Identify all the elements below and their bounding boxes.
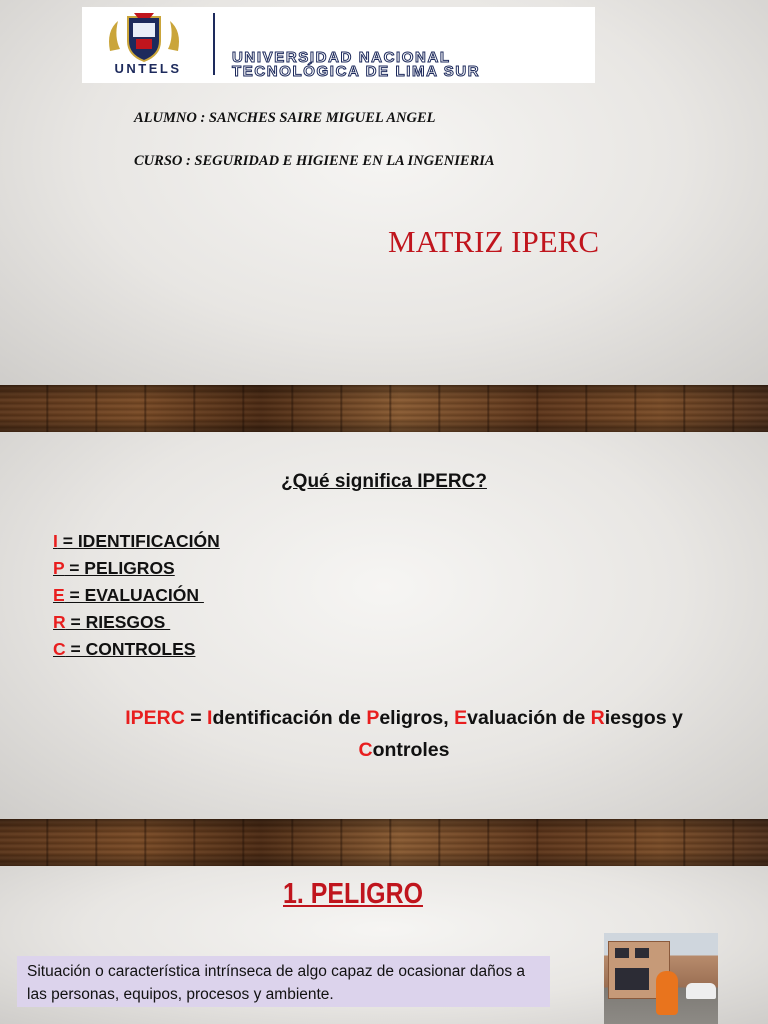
acronym-meaning: = PELIGROS: [64, 558, 175, 578]
def-letter: R: [590, 707, 605, 729]
slide-title-text: MATRIZ IPERC: [388, 224, 599, 259]
acronym-letter: P: [53, 558, 65, 578]
definition-text: Situación o característica intrínseca de algo capaz de ocasionar daños a las personas, equipos, procesos y ambiente.: [27, 963, 526, 1003]
course-name: CURSO : SEGURIDAD E HIGIENE EN LA INGENIERIA: [134, 153, 495, 169]
def-text: dentificación de: [212, 707, 367, 729]
acronym-letter: I: [53, 531, 58, 551]
slide-title: [0, 0, 768, 385]
acronym-row: [53, 639, 195, 660]
acronym-row: [53, 612, 170, 633]
acronym-meaning: = IDENTIFICACIÓN: [57, 531, 220, 551]
logo-name-line1: UNIVERSIDAD NACIONAL: [232, 49, 451, 66]
university-logo: [82, 7, 595, 83]
acronym-meaning: = EVALUACIÓN: [64, 585, 204, 605]
window-shape: [615, 948, 629, 958]
def-acronym: IPERC: [125, 707, 185, 729]
doorway-shape: [615, 968, 649, 990]
def-text: =: [184, 707, 208, 729]
slide-peligro: [0, 866, 768, 1024]
acronym-letter: E: [53, 585, 65, 605]
logo-divider: [213, 13, 215, 75]
def-text: valuación de: [467, 707, 591, 729]
question-heading: ¿Qué significa IPERC?: [281, 471, 487, 492]
iperc-definition: [80, 702, 728, 766]
definition-box: [17, 956, 550, 1007]
slide-iperc-meaning: [0, 432, 768, 819]
peligro-heading: 1. PELIGRO: [283, 878, 423, 910]
acronym-letter: C: [53, 639, 66, 659]
wood-divider: [0, 819, 768, 866]
wood-divider: [0, 385, 768, 432]
acronym-letter: R: [53, 612, 66, 632]
worker-figure: [656, 971, 678, 1015]
def-letter: C: [358, 739, 373, 761]
def-letter: P: [366, 707, 380, 729]
acronym-meaning: = CONTROLES: [65, 639, 196, 659]
acronym-row: [53, 585, 204, 606]
logo-name-line2: TECNOLÓGICA DE LIMA SUR: [232, 63, 481, 80]
logo-acronym: UNTELS: [114, 61, 182, 76]
acronym-row: [53, 531, 220, 552]
def-text: ontroles: [372, 739, 450, 761]
def-text: eligros,: [379, 707, 455, 729]
def-letter: I: [207, 707, 213, 729]
def-text: iesgos y: [604, 707, 683, 729]
acronym-meaning: = RIESGOS: [65, 612, 171, 632]
window-shape: [635, 948, 649, 958]
university-crest-icon: [104, 11, 184, 63]
student-name: ALUMNO : SANCHES SAIRE MIGUEL ANGEL: [134, 110, 436, 126]
car-shape: [686, 983, 716, 999]
construction-worker-photo: [604, 933, 718, 1024]
acronym-row: [53, 558, 175, 579]
def-letter: E: [454, 707, 468, 729]
